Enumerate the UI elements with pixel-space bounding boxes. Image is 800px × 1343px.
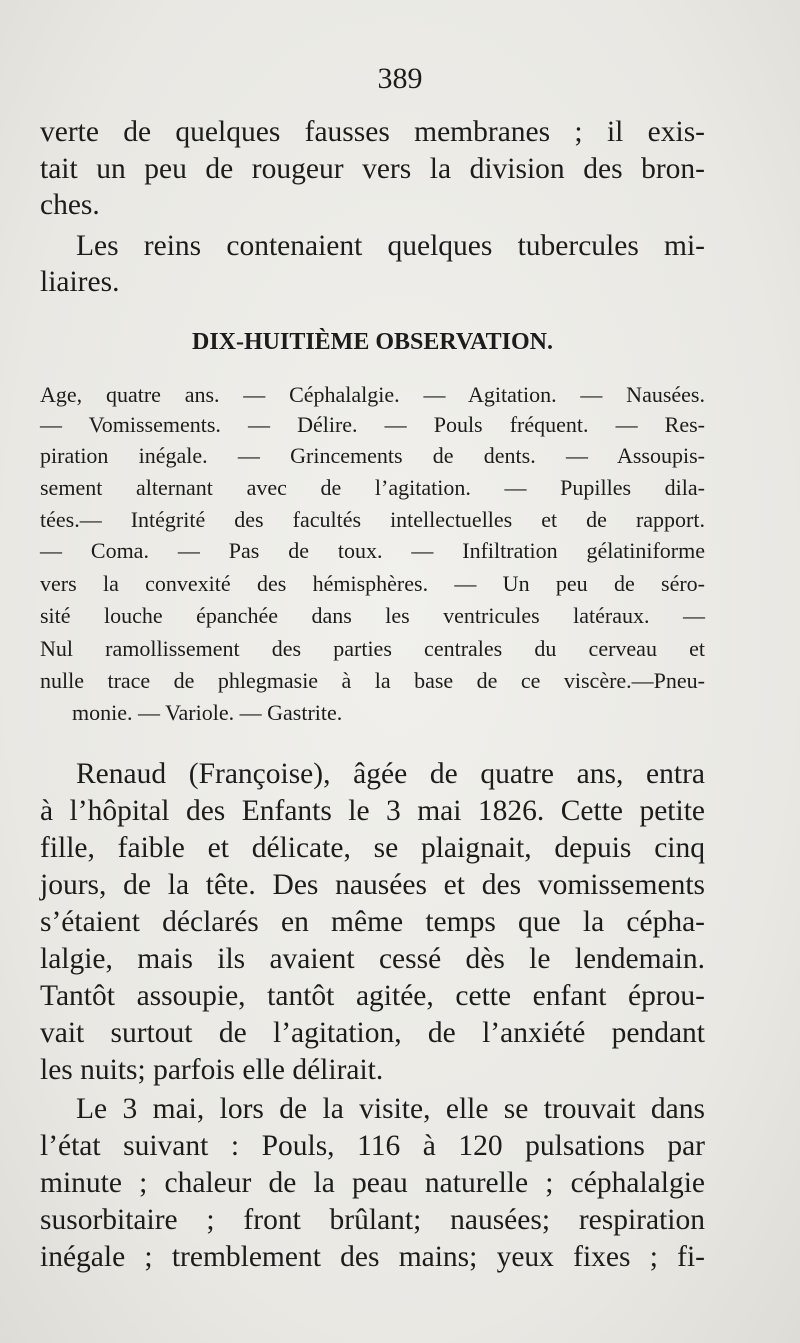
summary-line: nulle trace de phlegmasie à la base de ce viscère.—Pneu- [40,668,705,693]
summary-line: Age, quatre ans. — Céphalalgie. — Agitation. — Nausées. [40,382,705,407]
text-line: Tantôt assoupie, tantôt agitée, cette enfant éprou- [40,980,705,1012]
text-line: Renaud (Françoise), âgée de quatre ans, entra [76,758,705,790]
summary-line: vers la convexité des hémisphères. — Un peu de séro- [40,571,705,596]
summary-line: sement alternant avec de l’agitation. — Pupilles dila- [40,475,705,500]
text-line: s’étaient déclarés en même temps que la cépha- [40,906,705,938]
text-line: tait un peu de rougeur vers la division des bron- [40,153,705,185]
text-line: fille, faible et délicate, se plaignait, depuis cinq [40,832,705,864]
summary-line: — Vomissements. — Délire. — Pouls fréquent. — Res- [40,412,705,437]
text-line: susorbitaire ; front brûlant; nausées; respiration [40,1204,705,1236]
text-line: inégale ; tremblement des mains; yeux fixes ; fi- [40,1241,705,1273]
page-number: 389 [377,62,423,95]
summary-line: monie. — Variole. — Gastrite. [72,700,343,725]
text-line: minute ; chaleur de la peau naturelle ; céphalalgie [40,1167,705,1199]
text-line: à l’hôpital des Enfants le 3 mai 1826. Cette petite [40,795,705,827]
text-line: Le 3 mai, lors de la visite, elle se trouvait dans [76,1093,705,1125]
text-line: lalgie, mais ils avaient cessé dès le lendemain. [40,943,705,975]
summary-line: sité louche épanchée dans les ventricules latéraux. — [40,603,705,628]
text-line: verte de quelques fausses membranes ; il exis- [40,116,705,148]
summary-line: tées.— Intégrité des facultés intellectuelles et de rapport. [40,507,705,532]
text-line: les nuits; parfois elle délirait. [40,1054,384,1086]
text-line: ches. [40,189,100,221]
summary-line: Nul ramollissement des parties centrales du cerveau et [40,636,705,661]
text-line: liaires. [40,266,120,298]
summary-line: — Coma. — Pas de toux. — Infiltration gélatiniforme [40,538,705,563]
text-line: Les reins contenaient quelques tubercules mi- [76,230,705,262]
summary-line: piration inégale. — Grincements de dents. — Assoupis- [40,443,705,468]
text-line: l’état suivant : Pouls, 116 à 120 pulsations par [40,1130,705,1162]
text-line: vait surtout de l’agitation, de l’anxiété pendant [40,1017,705,1049]
observation-heading: DIX-HUITIÈME OBSERVATION. [191,329,553,355]
text-line: jours, de la tête. Des nausées et des vomissements [40,869,705,901]
